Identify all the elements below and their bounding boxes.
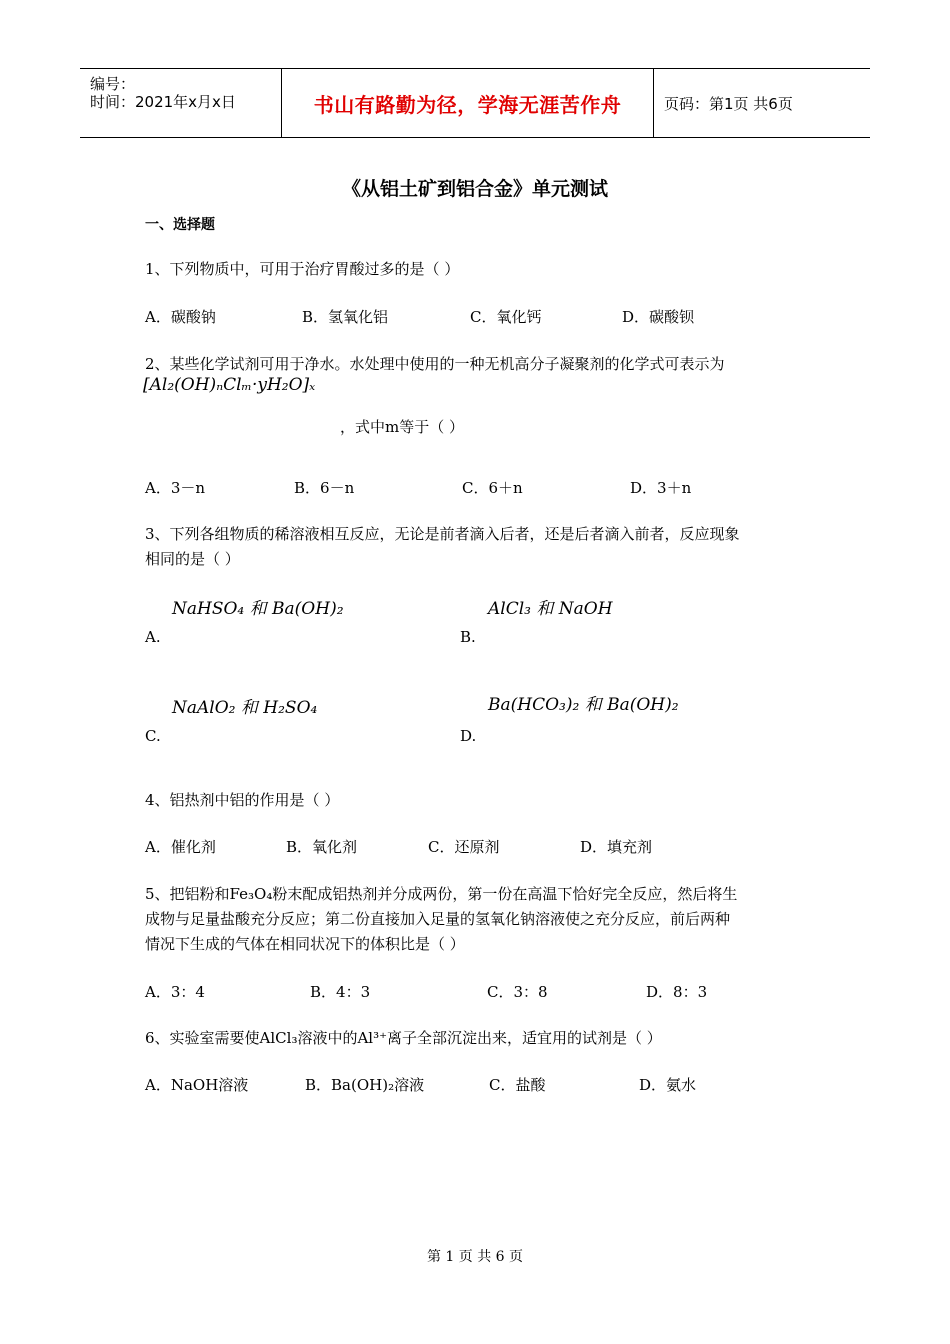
- q1-option-d: D．碳酸钡: [622, 308, 695, 326]
- question-3-line-2: 相同的是（ ）: [145, 550, 240, 568]
- q1-option-c: C．氧化钙: [470, 308, 542, 326]
- page-label: 页码：第1页 共6页: [664, 94, 793, 113]
- question-6: 6、实验室需要使AlCl₃溶液中的Al³⁺离子全部沉淀出来，适宜用的试剂是（ ）: [145, 1029, 662, 1047]
- header-table: [80, 68, 870, 138]
- q3-option-b-label: B.: [460, 628, 476, 646]
- q2-option-b: B．6－n: [294, 479, 355, 497]
- q6-option-d: D．氨水: [639, 1076, 697, 1094]
- q2-formula: [Al₂(OH)ₙClₘ·yH₂O]ₓ: [143, 375, 316, 395]
- q3-option-b-formula: AlCl₃ 和 NaOH: [488, 599, 613, 619]
- question-1: 1、下列物质中，可用于治疗胃酸过多的是（ ）: [145, 260, 460, 278]
- q6-option-b: B．Ba(OH)₂溶液: [305, 1076, 425, 1094]
- header-page-cell: [654, 69, 870, 137]
- question-4: 4、铝热剂中铝的作用是（ ）: [145, 791, 340, 809]
- q1-option-b: B．氢氧化铝: [302, 308, 389, 326]
- section-heading: 一、选择题: [145, 217, 215, 233]
- q3-option-d-formula: Ba(HCO₃)₂ 和 Ba(OH)₂: [488, 695, 679, 715]
- q2-option-c: C．6＋n: [462, 479, 523, 497]
- q5-option-c: C．3：8: [487, 983, 548, 1001]
- header-motto-cell: [282, 69, 654, 137]
- q5-option-a: A．3：4: [145, 983, 205, 1001]
- question-3-line-1: 3、下列各组物质的稀溶液相互反应，无论是前者滴入后者，还是后者滴入前者，反应现象: [145, 525, 740, 543]
- page-title: 《从铝土矿到铝合金》单元测试: [341, 178, 608, 200]
- question-5-line-3: 情况下生成的气体在相同状况下的体积比是（ ）: [145, 935, 465, 953]
- question-2-line-2: ，式中m等于（ ）: [340, 418, 464, 436]
- q4-option-a: A．催化剂: [145, 838, 216, 856]
- q3-option-a-formula: NaHSO₄ 和 Ba(OH)₂: [172, 599, 344, 619]
- q5-option-d: D．8：3: [646, 983, 708, 1001]
- q5-option-b: B．4：3: [310, 983, 371, 1001]
- q2-option-d: D．3＋n: [630, 479, 692, 497]
- date-label: 时间：2021年x月x日: [90, 93, 236, 111]
- question-2-line-1: 2、某些化学试剂可用于净水。水处理中使用的一种无机高分子凝聚剂的化学式可表示为: [145, 355, 725, 373]
- q3-option-c-formula: NaAlO₂ 和 H₂SO₄: [172, 698, 318, 718]
- motto-text: 书山有路勤为径，学海无涯苦作舟: [313, 92, 622, 117]
- number-label: 编号：: [90, 75, 136, 93]
- page-footer: 第 1 页 共 6 页: [426, 1249, 524, 1265]
- question-5-line-2: 成物与足量盐酸充分反应；第二份直接加入足量的氢氧化钠溶液使之充分反应，前后两种: [145, 910, 731, 928]
- question-5-line-1: 5、把铝粉和Fe₃O₄粉末配成铝热剂并分成两份，第一份在高温下恰好完全反应，然后将生: [145, 885, 738, 903]
- q3-option-a-label: A.: [145, 628, 161, 646]
- q2-option-a: A．3－n: [145, 479, 206, 497]
- header-info-cell: [80, 69, 282, 137]
- q3-option-d-label: D.: [460, 727, 477, 745]
- q3-option-c-label: C.: [145, 727, 161, 745]
- q4-option-b: B．氧化剂: [286, 838, 358, 856]
- q1-option-a: A．碳酸钠: [145, 308, 216, 326]
- q6-option-c: C．盐酸: [489, 1076, 546, 1094]
- q4-option-d: D．填充剂: [580, 838, 653, 856]
- q4-option-c: C．还原剂: [428, 838, 500, 856]
- q6-option-a: A．NaOH溶液: [145, 1076, 249, 1094]
